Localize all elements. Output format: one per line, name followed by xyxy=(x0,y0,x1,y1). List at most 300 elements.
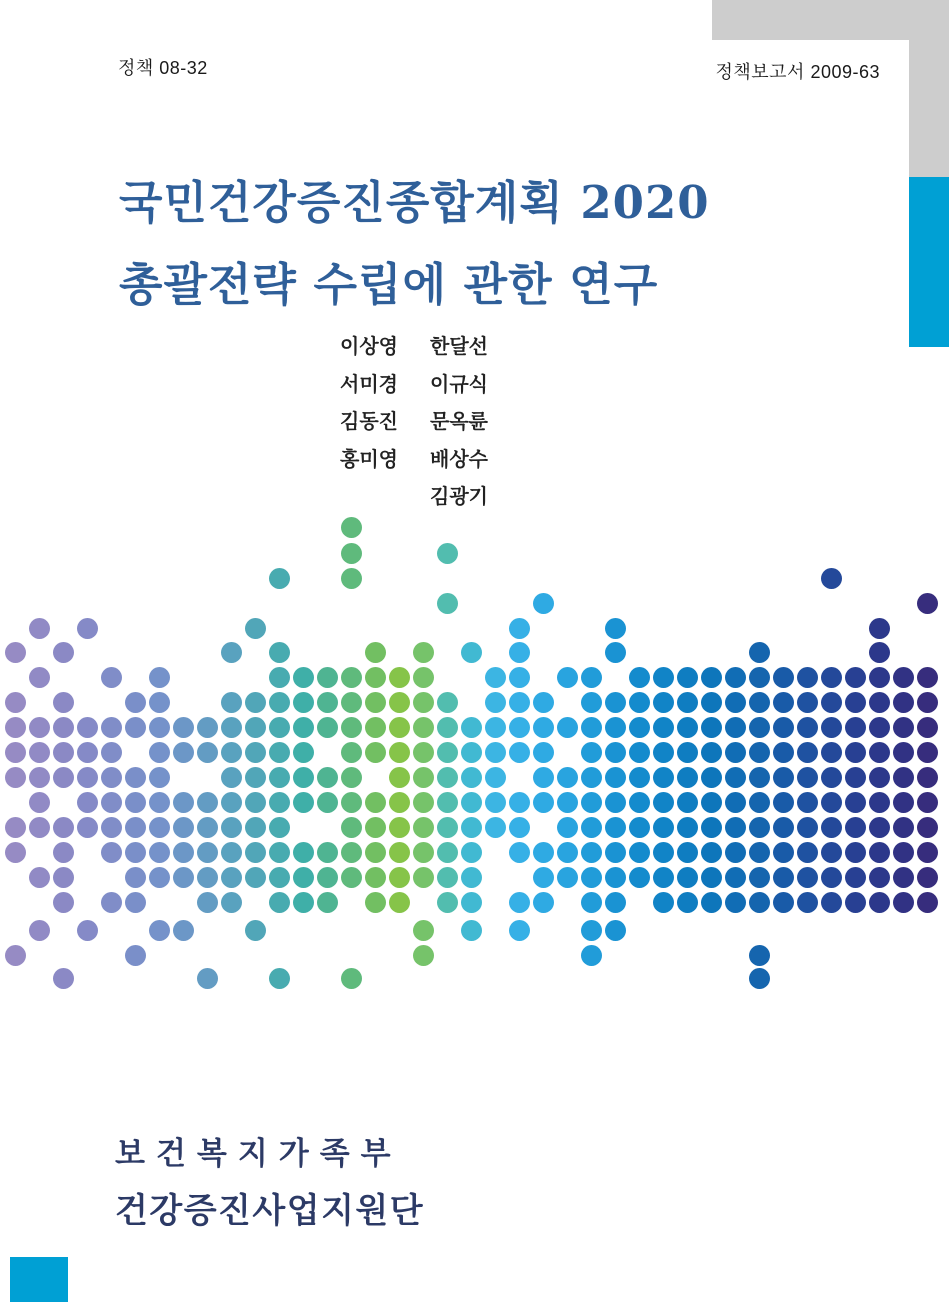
dot xyxy=(413,692,434,713)
dot xyxy=(653,692,674,713)
dot xyxy=(125,767,146,788)
dot xyxy=(173,717,194,738)
dot xyxy=(413,920,434,941)
dot xyxy=(701,892,722,913)
dot xyxy=(509,642,530,663)
dot xyxy=(365,742,386,763)
dot xyxy=(557,792,578,813)
dot xyxy=(653,867,674,888)
dot xyxy=(77,817,98,838)
dot xyxy=(653,842,674,863)
dot xyxy=(749,717,770,738)
dot xyxy=(149,792,170,813)
dot xyxy=(53,692,74,713)
dot xyxy=(629,742,650,763)
dot xyxy=(437,792,458,813)
dot xyxy=(461,767,482,788)
dot xyxy=(77,920,98,941)
dot xyxy=(869,742,890,763)
dot xyxy=(725,717,746,738)
dot xyxy=(29,817,50,838)
author-column-1 xyxy=(340,334,410,484)
dot xyxy=(293,717,314,738)
dot xyxy=(221,642,242,663)
dot xyxy=(125,717,146,738)
right-edge-blue-bar xyxy=(909,177,949,347)
dot xyxy=(197,867,218,888)
author-name: 홍미영 xyxy=(340,448,398,471)
dot xyxy=(677,717,698,738)
dot xyxy=(221,717,242,738)
dot xyxy=(461,792,482,813)
dot xyxy=(533,867,554,888)
dot xyxy=(293,742,314,763)
dot xyxy=(77,742,98,763)
dot xyxy=(821,667,842,688)
dot xyxy=(773,767,794,788)
dot xyxy=(293,667,314,688)
dot xyxy=(749,945,770,966)
dot xyxy=(581,945,602,966)
dot xyxy=(269,867,290,888)
dot xyxy=(725,742,746,763)
dot xyxy=(341,742,362,763)
dot xyxy=(461,817,482,838)
dot xyxy=(845,792,866,813)
dot xyxy=(437,692,458,713)
dot xyxy=(893,842,914,863)
dot xyxy=(821,717,842,738)
dot xyxy=(461,642,482,663)
dot xyxy=(701,792,722,813)
dot xyxy=(749,968,770,989)
dot xyxy=(125,867,146,888)
dot xyxy=(317,692,338,713)
dot xyxy=(485,742,506,763)
dot xyxy=(557,842,578,863)
dot xyxy=(29,618,50,639)
dot xyxy=(845,742,866,763)
dot xyxy=(629,817,650,838)
dot xyxy=(533,792,554,813)
dot xyxy=(869,642,890,663)
dot xyxy=(629,842,650,863)
dot xyxy=(773,867,794,888)
dot xyxy=(509,742,530,763)
bottom-left-blue-box xyxy=(10,1257,68,1302)
dot xyxy=(245,692,266,713)
dot xyxy=(125,892,146,913)
dot xyxy=(317,867,338,888)
dot xyxy=(917,817,938,838)
dot xyxy=(629,692,650,713)
dot xyxy=(677,692,698,713)
dot xyxy=(725,842,746,863)
dot xyxy=(173,742,194,763)
dot xyxy=(845,692,866,713)
dot xyxy=(221,867,242,888)
author-name: 한달선 xyxy=(430,336,488,358)
dot xyxy=(797,767,818,788)
dot xyxy=(221,792,242,813)
dot xyxy=(509,618,530,639)
dot xyxy=(365,867,386,888)
dot xyxy=(341,692,362,713)
dot xyxy=(797,667,818,688)
dot xyxy=(917,767,938,788)
dot xyxy=(773,842,794,863)
dot xyxy=(173,792,194,813)
dot xyxy=(5,692,26,713)
dot xyxy=(101,717,122,738)
dot xyxy=(869,667,890,688)
dot xyxy=(5,717,26,738)
dot xyxy=(557,667,578,688)
dot xyxy=(869,842,890,863)
dot xyxy=(5,945,26,966)
report-number-label: 정책보고서 2009-63 xyxy=(715,62,880,82)
dot xyxy=(869,892,890,913)
dot xyxy=(773,742,794,763)
dot xyxy=(893,817,914,838)
dot xyxy=(341,842,362,863)
dot xyxy=(413,792,434,813)
dot xyxy=(725,667,746,688)
dot xyxy=(125,842,146,863)
dot xyxy=(629,792,650,813)
dot xyxy=(797,817,818,838)
dot xyxy=(701,867,722,888)
dot xyxy=(317,842,338,863)
dot xyxy=(149,817,170,838)
dot xyxy=(245,767,266,788)
dot xyxy=(269,968,290,989)
dot xyxy=(581,817,602,838)
dot xyxy=(413,945,434,966)
dot xyxy=(245,618,266,639)
dot xyxy=(509,817,530,838)
dot xyxy=(149,692,170,713)
author-name: 김동진 xyxy=(340,411,398,433)
dot xyxy=(725,892,746,913)
dot xyxy=(125,817,146,838)
dot xyxy=(53,717,74,738)
dot xyxy=(5,742,26,763)
dot xyxy=(221,842,242,863)
dot xyxy=(437,892,458,913)
dot xyxy=(461,892,482,913)
dot xyxy=(77,618,98,639)
dot xyxy=(533,717,554,738)
dot xyxy=(893,742,914,763)
dot xyxy=(173,867,194,888)
dot xyxy=(461,842,482,863)
dot xyxy=(53,817,74,838)
dot xyxy=(821,892,842,913)
dot xyxy=(485,717,506,738)
dot xyxy=(461,717,482,738)
dot xyxy=(269,642,290,663)
dot xyxy=(101,792,122,813)
dot xyxy=(389,867,410,888)
dot xyxy=(413,717,434,738)
dot xyxy=(605,717,626,738)
dot xyxy=(413,642,434,663)
dot xyxy=(317,767,338,788)
dot xyxy=(557,767,578,788)
dot xyxy=(197,892,218,913)
dot xyxy=(5,817,26,838)
dot xyxy=(293,692,314,713)
dot xyxy=(629,717,650,738)
dot xyxy=(245,842,266,863)
dot xyxy=(245,717,266,738)
dot xyxy=(437,593,458,614)
dot xyxy=(485,767,506,788)
author-name: 배상수 xyxy=(430,448,488,471)
dot xyxy=(749,867,770,888)
dot xyxy=(533,892,554,913)
dot xyxy=(365,667,386,688)
dot xyxy=(365,642,386,663)
dot xyxy=(5,842,26,863)
dot xyxy=(317,892,338,913)
dot xyxy=(101,842,122,863)
dot xyxy=(365,717,386,738)
dot xyxy=(605,817,626,838)
dot xyxy=(581,692,602,713)
dot xyxy=(365,817,386,838)
dot xyxy=(173,920,194,941)
dot xyxy=(893,867,914,888)
dot xyxy=(413,667,434,688)
dot xyxy=(365,842,386,863)
dot xyxy=(773,892,794,913)
dot xyxy=(773,692,794,713)
dot xyxy=(197,842,218,863)
dot xyxy=(149,842,170,863)
dot xyxy=(221,817,242,838)
dot xyxy=(773,817,794,838)
dot xyxy=(749,817,770,838)
dot xyxy=(893,717,914,738)
dot xyxy=(533,767,554,788)
dot xyxy=(485,792,506,813)
dot xyxy=(269,667,290,688)
dot xyxy=(29,717,50,738)
dot xyxy=(437,817,458,838)
dot xyxy=(677,842,698,863)
dot xyxy=(509,692,530,713)
dot xyxy=(389,817,410,838)
dot xyxy=(149,867,170,888)
dot xyxy=(821,692,842,713)
dot xyxy=(509,842,530,863)
dot xyxy=(917,667,938,688)
dot xyxy=(197,817,218,838)
ministry-name: 보건복지가족부 xyxy=(115,1136,402,1172)
dot xyxy=(485,817,506,838)
dot xyxy=(389,742,410,763)
dot xyxy=(869,618,890,639)
dot xyxy=(821,817,842,838)
dot xyxy=(581,767,602,788)
dot xyxy=(605,792,626,813)
dot xyxy=(341,792,362,813)
dot xyxy=(605,892,626,913)
dot xyxy=(53,642,74,663)
dot xyxy=(341,568,362,589)
dot xyxy=(677,792,698,813)
dot xyxy=(389,717,410,738)
dot xyxy=(101,817,122,838)
dot xyxy=(485,667,506,688)
dot xyxy=(29,920,50,941)
dot xyxy=(893,692,914,713)
dot xyxy=(773,667,794,688)
dot xyxy=(269,568,290,589)
author-name: 문옥륜 xyxy=(430,411,488,433)
dot xyxy=(293,867,314,888)
dot xyxy=(581,842,602,863)
dot xyxy=(413,842,434,863)
dot xyxy=(677,817,698,838)
dot xyxy=(269,842,290,863)
dot xyxy=(293,842,314,863)
dot xyxy=(29,742,50,763)
dot xyxy=(893,792,914,813)
dot xyxy=(341,867,362,888)
dot xyxy=(29,667,50,688)
dot xyxy=(437,717,458,738)
dot xyxy=(725,792,746,813)
dot xyxy=(77,717,98,738)
page-title-line2: 총괄전략 수립에 관한 연구 xyxy=(119,258,659,311)
dot xyxy=(509,892,530,913)
dot xyxy=(389,792,410,813)
dot xyxy=(557,817,578,838)
dot xyxy=(845,767,866,788)
dot xyxy=(221,767,242,788)
dot xyxy=(437,767,458,788)
dot xyxy=(77,767,98,788)
dot xyxy=(221,742,242,763)
dot xyxy=(749,692,770,713)
dot xyxy=(869,817,890,838)
dot xyxy=(917,717,938,738)
dot xyxy=(293,892,314,913)
dot xyxy=(341,717,362,738)
dot xyxy=(389,842,410,863)
dot xyxy=(845,717,866,738)
dot xyxy=(149,767,170,788)
dot xyxy=(917,892,938,913)
dot xyxy=(917,692,938,713)
dot xyxy=(653,667,674,688)
dot xyxy=(485,692,506,713)
dot xyxy=(413,742,434,763)
dot xyxy=(293,792,314,813)
dot xyxy=(365,892,386,913)
dot xyxy=(653,892,674,913)
dot xyxy=(53,867,74,888)
dot xyxy=(677,667,698,688)
dot xyxy=(269,692,290,713)
author-name: 이규식 xyxy=(430,373,488,396)
dot xyxy=(269,742,290,763)
dot xyxy=(605,920,626,941)
dot xyxy=(341,667,362,688)
dot xyxy=(677,867,698,888)
dot xyxy=(725,767,746,788)
dot xyxy=(533,842,554,863)
dot xyxy=(365,792,386,813)
dot xyxy=(845,892,866,913)
dot xyxy=(701,667,722,688)
page-title-line1: 국민건강증진종합계획 2020 xyxy=(119,176,710,229)
dot xyxy=(869,867,890,888)
dot xyxy=(101,767,122,788)
dot xyxy=(869,792,890,813)
dot xyxy=(437,543,458,564)
dot xyxy=(509,667,530,688)
dot xyxy=(245,742,266,763)
dot xyxy=(389,767,410,788)
dot xyxy=(701,717,722,738)
dot xyxy=(749,767,770,788)
dot xyxy=(293,767,314,788)
dot xyxy=(869,717,890,738)
dot xyxy=(629,667,650,688)
dot xyxy=(125,945,146,966)
dot xyxy=(173,817,194,838)
dot xyxy=(797,692,818,713)
dot xyxy=(317,792,338,813)
dot xyxy=(701,817,722,838)
dot xyxy=(101,892,122,913)
dot xyxy=(605,767,626,788)
dot xyxy=(749,792,770,813)
dot xyxy=(173,842,194,863)
dot xyxy=(653,742,674,763)
dot xyxy=(125,792,146,813)
dot xyxy=(365,692,386,713)
dot xyxy=(677,742,698,763)
dot xyxy=(605,692,626,713)
dot xyxy=(389,667,410,688)
dot xyxy=(653,792,674,813)
dot xyxy=(701,692,722,713)
dot xyxy=(749,892,770,913)
dot xyxy=(5,642,26,663)
dot xyxy=(725,817,746,838)
author-name: 서미경 xyxy=(340,373,398,396)
dot xyxy=(797,867,818,888)
dot xyxy=(437,867,458,888)
dot xyxy=(917,842,938,863)
dot xyxy=(29,767,50,788)
dot xyxy=(845,842,866,863)
report-series-label: 정책 08-32 xyxy=(118,58,208,78)
dot xyxy=(197,792,218,813)
dot xyxy=(533,742,554,763)
dot xyxy=(389,892,410,913)
dot xyxy=(149,920,170,941)
dot xyxy=(341,968,362,989)
dot xyxy=(605,867,626,888)
dot xyxy=(701,767,722,788)
dot xyxy=(797,792,818,813)
